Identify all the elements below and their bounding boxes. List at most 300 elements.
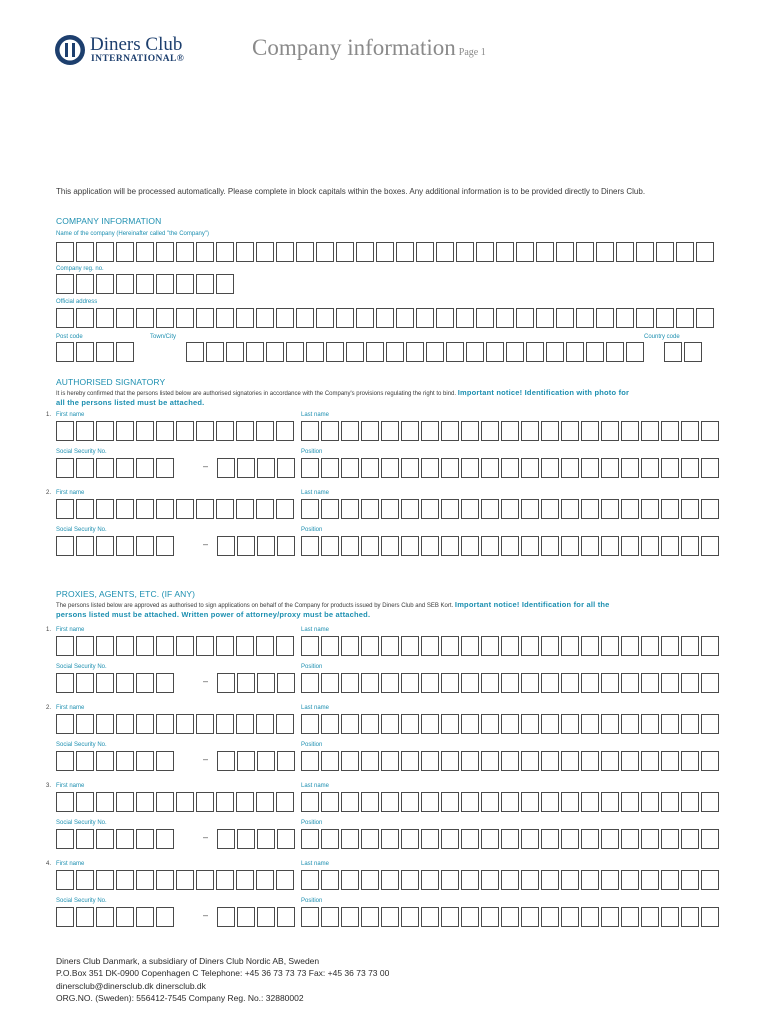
ssn-date-boxes[interactable] bbox=[56, 458, 176, 478]
position-boxes[interactable] bbox=[301, 458, 721, 478]
char-box[interactable] bbox=[341, 870, 359, 890]
char-box[interactable] bbox=[196, 714, 214, 734]
char-box[interactable] bbox=[481, 673, 499, 693]
char-box[interactable] bbox=[521, 636, 539, 656]
char-box[interactable] bbox=[541, 829, 559, 849]
char-box[interactable] bbox=[237, 907, 255, 927]
char-box[interactable] bbox=[196, 242, 214, 262]
char-box[interactable] bbox=[156, 536, 174, 556]
first-name-boxes[interactable] bbox=[56, 792, 296, 812]
char-box[interactable] bbox=[341, 792, 359, 812]
char-box[interactable] bbox=[257, 751, 275, 771]
char-box[interactable] bbox=[641, 636, 659, 656]
char-box[interactable] bbox=[406, 342, 424, 362]
char-box[interactable] bbox=[96, 870, 114, 890]
char-box[interactable] bbox=[341, 499, 359, 519]
char-box[interactable] bbox=[136, 421, 154, 441]
char-box[interactable] bbox=[341, 829, 359, 849]
char-box[interactable] bbox=[341, 751, 359, 771]
char-box[interactable] bbox=[296, 242, 314, 262]
char-box[interactable] bbox=[237, 536, 255, 556]
char-box[interactable] bbox=[701, 714, 719, 734]
char-box[interactable] bbox=[96, 751, 114, 771]
char-box[interactable] bbox=[76, 714, 94, 734]
char-box[interactable] bbox=[257, 673, 275, 693]
char-box[interactable] bbox=[256, 308, 274, 328]
char-box[interactable] bbox=[116, 673, 134, 693]
char-box[interactable] bbox=[676, 308, 694, 328]
char-box[interactable] bbox=[661, 636, 679, 656]
char-box[interactable] bbox=[461, 907, 479, 927]
char-box[interactable] bbox=[621, 421, 639, 441]
char-box[interactable] bbox=[421, 829, 439, 849]
char-box[interactable] bbox=[681, 536, 699, 556]
char-box[interactable] bbox=[461, 536, 479, 556]
char-box[interactable] bbox=[301, 751, 319, 771]
char-box[interactable] bbox=[206, 342, 224, 362]
char-box[interactable] bbox=[401, 536, 419, 556]
char-box[interactable] bbox=[641, 421, 659, 441]
char-box[interactable] bbox=[136, 751, 154, 771]
char-box[interactable] bbox=[216, 242, 234, 262]
char-box[interactable] bbox=[116, 792, 134, 812]
char-box[interactable] bbox=[636, 308, 654, 328]
char-box[interactable] bbox=[216, 870, 234, 890]
char-box[interactable] bbox=[321, 536, 339, 556]
char-box[interactable] bbox=[217, 751, 235, 771]
char-box[interactable] bbox=[516, 242, 534, 262]
char-box[interactable] bbox=[236, 636, 254, 656]
postcode-boxes[interactable] bbox=[56, 342, 136, 362]
char-box[interactable] bbox=[56, 536, 74, 556]
char-box[interactable] bbox=[321, 636, 339, 656]
char-box[interactable] bbox=[541, 792, 559, 812]
char-box[interactable] bbox=[376, 242, 394, 262]
char-box[interactable] bbox=[601, 458, 619, 478]
char-box[interactable] bbox=[481, 870, 499, 890]
char-box[interactable] bbox=[561, 870, 579, 890]
char-box[interactable] bbox=[96, 421, 114, 441]
char-box[interactable] bbox=[441, 673, 459, 693]
char-box[interactable] bbox=[661, 673, 679, 693]
char-box[interactable] bbox=[421, 792, 439, 812]
last-name-boxes[interactable] bbox=[301, 499, 721, 519]
char-box[interactable] bbox=[116, 714, 134, 734]
char-box[interactable] bbox=[401, 499, 419, 519]
char-box[interactable] bbox=[136, 829, 154, 849]
char-box[interactable] bbox=[116, 829, 134, 849]
char-box[interactable] bbox=[321, 421, 339, 441]
char-box[interactable] bbox=[381, 714, 399, 734]
char-box[interactable] bbox=[541, 421, 559, 441]
char-box[interactable] bbox=[681, 751, 699, 771]
char-box[interactable] bbox=[461, 673, 479, 693]
char-box[interactable] bbox=[156, 673, 174, 693]
char-box[interactable] bbox=[561, 751, 579, 771]
char-box[interactable] bbox=[257, 907, 275, 927]
char-box[interactable] bbox=[56, 870, 74, 890]
char-box[interactable] bbox=[546, 342, 564, 362]
char-box[interactable] bbox=[441, 870, 459, 890]
char-box[interactable] bbox=[561, 536, 579, 556]
char-box[interactable] bbox=[641, 870, 659, 890]
char-box[interactable] bbox=[476, 242, 494, 262]
char-box[interactable] bbox=[581, 829, 599, 849]
char-box[interactable] bbox=[501, 751, 519, 771]
char-box[interactable] bbox=[316, 242, 334, 262]
char-box[interactable] bbox=[136, 536, 154, 556]
char-box[interactable] bbox=[116, 499, 134, 519]
char-box[interactable] bbox=[301, 829, 319, 849]
ssn-date-boxes[interactable] bbox=[56, 829, 176, 849]
char-box[interactable] bbox=[506, 342, 524, 362]
char-box[interactable] bbox=[376, 308, 394, 328]
char-box[interactable] bbox=[381, 792, 399, 812]
char-box[interactable] bbox=[641, 714, 659, 734]
char-box[interactable] bbox=[521, 499, 539, 519]
char-box[interactable] bbox=[501, 829, 519, 849]
char-box[interactable] bbox=[501, 792, 519, 812]
char-box[interactable] bbox=[76, 907, 94, 927]
last-name-boxes[interactable] bbox=[301, 870, 721, 890]
char-box[interactable] bbox=[361, 870, 379, 890]
char-box[interactable] bbox=[76, 499, 94, 519]
char-box[interactable] bbox=[277, 673, 295, 693]
char-box[interactable] bbox=[496, 308, 514, 328]
char-box[interactable] bbox=[456, 308, 474, 328]
char-box[interactable] bbox=[96, 536, 114, 556]
char-box[interactable] bbox=[176, 636, 194, 656]
char-box[interactable] bbox=[301, 870, 319, 890]
char-box[interactable] bbox=[361, 714, 379, 734]
char-box[interactable] bbox=[237, 751, 255, 771]
char-box[interactable] bbox=[541, 673, 559, 693]
char-box[interactable] bbox=[176, 308, 194, 328]
char-box[interactable] bbox=[361, 907, 379, 927]
char-box[interactable] bbox=[56, 829, 74, 849]
char-box[interactable] bbox=[196, 308, 214, 328]
char-box[interactable] bbox=[156, 242, 174, 262]
char-box[interactable] bbox=[461, 792, 479, 812]
char-box[interactable] bbox=[421, 421, 439, 441]
char-box[interactable] bbox=[621, 714, 639, 734]
town-boxes[interactable] bbox=[186, 342, 646, 362]
char-box[interactable] bbox=[257, 536, 275, 556]
char-box[interactable] bbox=[641, 673, 659, 693]
char-box[interactable] bbox=[621, 829, 639, 849]
char-box[interactable] bbox=[116, 274, 134, 294]
char-box[interactable] bbox=[601, 907, 619, 927]
char-box[interactable] bbox=[381, 536, 399, 556]
char-box[interactable] bbox=[421, 499, 439, 519]
char-box[interactable] bbox=[76, 242, 94, 262]
char-box[interactable] bbox=[136, 274, 154, 294]
char-box[interactable] bbox=[566, 342, 584, 362]
char-box[interactable] bbox=[681, 636, 699, 656]
char-box[interactable] bbox=[321, 792, 339, 812]
char-box[interactable] bbox=[116, 308, 134, 328]
char-box[interactable] bbox=[56, 499, 74, 519]
char-box[interactable] bbox=[341, 536, 359, 556]
char-box[interactable] bbox=[276, 242, 294, 262]
char-box[interactable] bbox=[526, 342, 544, 362]
char-box[interactable] bbox=[381, 907, 399, 927]
char-box[interactable] bbox=[421, 870, 439, 890]
char-box[interactable] bbox=[236, 308, 254, 328]
char-box[interactable] bbox=[561, 499, 579, 519]
address-boxes[interactable] bbox=[56, 308, 716, 328]
char-box[interactable] bbox=[461, 636, 479, 656]
char-box[interactable] bbox=[246, 342, 264, 362]
char-box[interactable] bbox=[681, 421, 699, 441]
char-box[interactable] bbox=[96, 673, 114, 693]
char-box[interactable] bbox=[561, 636, 579, 656]
char-box[interactable] bbox=[661, 907, 679, 927]
char-box[interactable] bbox=[501, 673, 519, 693]
char-box[interactable] bbox=[56, 458, 74, 478]
char-box[interactable] bbox=[581, 673, 599, 693]
char-box[interactable] bbox=[361, 751, 379, 771]
char-box[interactable] bbox=[156, 870, 174, 890]
char-box[interactable] bbox=[601, 829, 619, 849]
char-box[interactable] bbox=[96, 907, 114, 927]
char-box[interactable] bbox=[321, 499, 339, 519]
char-box[interactable] bbox=[661, 751, 679, 771]
char-box[interactable] bbox=[581, 907, 599, 927]
char-box[interactable] bbox=[116, 242, 134, 262]
char-box[interactable] bbox=[76, 751, 94, 771]
char-box[interactable] bbox=[216, 499, 234, 519]
char-box[interactable] bbox=[336, 308, 354, 328]
char-box[interactable] bbox=[681, 458, 699, 478]
char-box[interactable] bbox=[441, 499, 459, 519]
char-box[interactable] bbox=[176, 274, 194, 294]
char-box[interactable] bbox=[76, 829, 94, 849]
char-box[interactable] bbox=[276, 421, 294, 441]
char-box[interactable] bbox=[361, 499, 379, 519]
char-box[interactable] bbox=[481, 751, 499, 771]
char-box[interactable] bbox=[481, 907, 499, 927]
char-box[interactable] bbox=[421, 714, 439, 734]
char-box[interactable] bbox=[576, 242, 594, 262]
char-box[interactable] bbox=[361, 829, 379, 849]
char-box[interactable] bbox=[521, 870, 539, 890]
char-box[interactable] bbox=[541, 870, 559, 890]
char-box[interactable] bbox=[581, 458, 599, 478]
char-box[interactable] bbox=[156, 792, 174, 812]
char-box[interactable] bbox=[286, 342, 304, 362]
char-box[interactable] bbox=[401, 636, 419, 656]
char-box[interactable] bbox=[176, 242, 194, 262]
char-box[interactable] bbox=[156, 636, 174, 656]
last-name-boxes[interactable] bbox=[301, 792, 721, 812]
position-boxes[interactable] bbox=[301, 829, 721, 849]
char-box[interactable] bbox=[521, 714, 539, 734]
char-box[interactable] bbox=[116, 636, 134, 656]
ssn-serial-boxes[interactable] bbox=[217, 458, 297, 478]
char-box[interactable] bbox=[217, 907, 235, 927]
char-box[interactable] bbox=[496, 242, 514, 262]
char-box[interactable] bbox=[341, 907, 359, 927]
char-box[interactable] bbox=[136, 636, 154, 656]
char-box[interactable] bbox=[601, 421, 619, 441]
char-box[interactable] bbox=[521, 792, 539, 812]
char-box[interactable] bbox=[96, 458, 114, 478]
char-box[interactable] bbox=[681, 499, 699, 519]
char-box[interactable] bbox=[701, 421, 719, 441]
ssn-date-boxes[interactable] bbox=[56, 673, 176, 693]
char-box[interactable] bbox=[176, 792, 194, 812]
char-box[interactable] bbox=[661, 421, 679, 441]
char-box[interactable] bbox=[581, 792, 599, 812]
char-box[interactable] bbox=[641, 751, 659, 771]
char-box[interactable] bbox=[156, 751, 174, 771]
char-box[interactable] bbox=[441, 714, 459, 734]
char-box[interactable] bbox=[441, 751, 459, 771]
char-box[interactable] bbox=[176, 499, 194, 519]
position-boxes[interactable] bbox=[301, 536, 721, 556]
char-box[interactable] bbox=[621, 751, 639, 771]
company-name-boxes[interactable] bbox=[56, 242, 716, 262]
char-box[interactable] bbox=[481, 636, 499, 656]
char-box[interactable] bbox=[96, 274, 114, 294]
char-box[interactable] bbox=[401, 907, 419, 927]
char-box[interactable] bbox=[217, 458, 235, 478]
char-box[interactable] bbox=[586, 342, 604, 362]
char-box[interactable] bbox=[621, 636, 639, 656]
char-box[interactable] bbox=[136, 907, 154, 927]
char-box[interactable] bbox=[237, 458, 255, 478]
char-box[interactable] bbox=[346, 342, 364, 362]
char-box[interactable] bbox=[301, 458, 319, 478]
char-box[interactable] bbox=[116, 870, 134, 890]
char-box[interactable] bbox=[606, 342, 624, 362]
char-box[interactable] bbox=[277, 536, 295, 556]
char-box[interactable] bbox=[541, 536, 559, 556]
char-box[interactable] bbox=[361, 536, 379, 556]
char-box[interactable] bbox=[76, 870, 94, 890]
char-box[interactable] bbox=[236, 421, 254, 441]
first-name-boxes[interactable] bbox=[56, 421, 296, 441]
last-name-boxes[interactable] bbox=[301, 714, 721, 734]
char-box[interactable] bbox=[341, 458, 359, 478]
char-box[interactable] bbox=[401, 870, 419, 890]
char-box[interactable] bbox=[321, 673, 339, 693]
char-box[interactable] bbox=[216, 308, 234, 328]
char-box[interactable] bbox=[196, 499, 214, 519]
char-box[interactable] bbox=[601, 792, 619, 812]
char-box[interactable] bbox=[216, 714, 234, 734]
char-box[interactable] bbox=[341, 714, 359, 734]
char-box[interactable] bbox=[421, 907, 439, 927]
char-box[interactable] bbox=[581, 714, 599, 734]
char-box[interactable] bbox=[656, 308, 674, 328]
char-box[interactable] bbox=[401, 714, 419, 734]
char-box[interactable] bbox=[321, 714, 339, 734]
char-box[interactable] bbox=[636, 242, 654, 262]
char-box[interactable] bbox=[156, 274, 174, 294]
char-box[interactable] bbox=[481, 499, 499, 519]
char-box[interactable] bbox=[521, 829, 539, 849]
char-box[interactable] bbox=[381, 829, 399, 849]
char-box[interactable] bbox=[76, 636, 94, 656]
char-box[interactable] bbox=[661, 714, 679, 734]
char-box[interactable] bbox=[236, 714, 254, 734]
char-box[interactable] bbox=[217, 673, 235, 693]
char-box[interactable] bbox=[356, 242, 374, 262]
char-box[interactable] bbox=[76, 274, 94, 294]
char-box[interactable] bbox=[276, 870, 294, 890]
char-box[interactable] bbox=[156, 308, 174, 328]
char-box[interactable] bbox=[386, 342, 404, 362]
char-box[interactable] bbox=[601, 636, 619, 656]
char-box[interactable] bbox=[641, 907, 659, 927]
char-box[interactable] bbox=[681, 792, 699, 812]
char-box[interactable] bbox=[306, 342, 324, 362]
char-box[interactable] bbox=[76, 458, 94, 478]
char-box[interactable] bbox=[661, 458, 679, 478]
char-box[interactable] bbox=[257, 458, 275, 478]
char-box[interactable] bbox=[461, 499, 479, 519]
first-name-boxes[interactable] bbox=[56, 714, 296, 734]
char-box[interactable] bbox=[256, 714, 274, 734]
char-box[interactable] bbox=[441, 458, 459, 478]
char-box[interactable] bbox=[196, 274, 214, 294]
char-box[interactable] bbox=[236, 792, 254, 812]
char-box[interactable] bbox=[116, 458, 134, 478]
char-box[interactable] bbox=[461, 421, 479, 441]
char-box[interactable] bbox=[301, 499, 319, 519]
char-box[interactable] bbox=[56, 342, 74, 362]
char-box[interactable] bbox=[621, 536, 639, 556]
first-name-boxes[interactable] bbox=[56, 636, 296, 656]
char-box[interactable] bbox=[561, 458, 579, 478]
char-box[interactable] bbox=[237, 673, 255, 693]
char-box[interactable] bbox=[701, 499, 719, 519]
char-box[interactable] bbox=[236, 499, 254, 519]
char-box[interactable] bbox=[277, 751, 295, 771]
char-box[interactable] bbox=[277, 907, 295, 927]
ssn-date-boxes[interactable] bbox=[56, 751, 176, 771]
char-box[interactable] bbox=[156, 458, 174, 478]
char-box[interactable] bbox=[116, 536, 134, 556]
char-box[interactable] bbox=[684, 342, 702, 362]
char-box[interactable] bbox=[76, 673, 94, 693]
char-box[interactable] bbox=[421, 751, 439, 771]
char-box[interactable] bbox=[56, 673, 74, 693]
char-box[interactable] bbox=[301, 421, 319, 441]
char-box[interactable] bbox=[361, 421, 379, 441]
char-box[interactable] bbox=[661, 829, 679, 849]
char-box[interactable] bbox=[56, 242, 74, 262]
char-box[interactable] bbox=[621, 792, 639, 812]
char-box[interactable] bbox=[541, 714, 559, 734]
char-box[interactable] bbox=[256, 870, 274, 890]
char-box[interactable] bbox=[501, 907, 519, 927]
char-box[interactable] bbox=[561, 714, 579, 734]
char-box[interactable] bbox=[216, 421, 234, 441]
char-box[interactable] bbox=[301, 907, 319, 927]
char-box[interactable] bbox=[456, 242, 474, 262]
char-box[interactable] bbox=[256, 242, 274, 262]
char-box[interactable] bbox=[136, 870, 154, 890]
char-box[interactable] bbox=[466, 342, 484, 362]
char-box[interactable] bbox=[701, 792, 719, 812]
char-box[interactable] bbox=[196, 870, 214, 890]
char-box[interactable] bbox=[156, 907, 174, 927]
char-box[interactable] bbox=[641, 536, 659, 556]
char-box[interactable] bbox=[396, 308, 414, 328]
